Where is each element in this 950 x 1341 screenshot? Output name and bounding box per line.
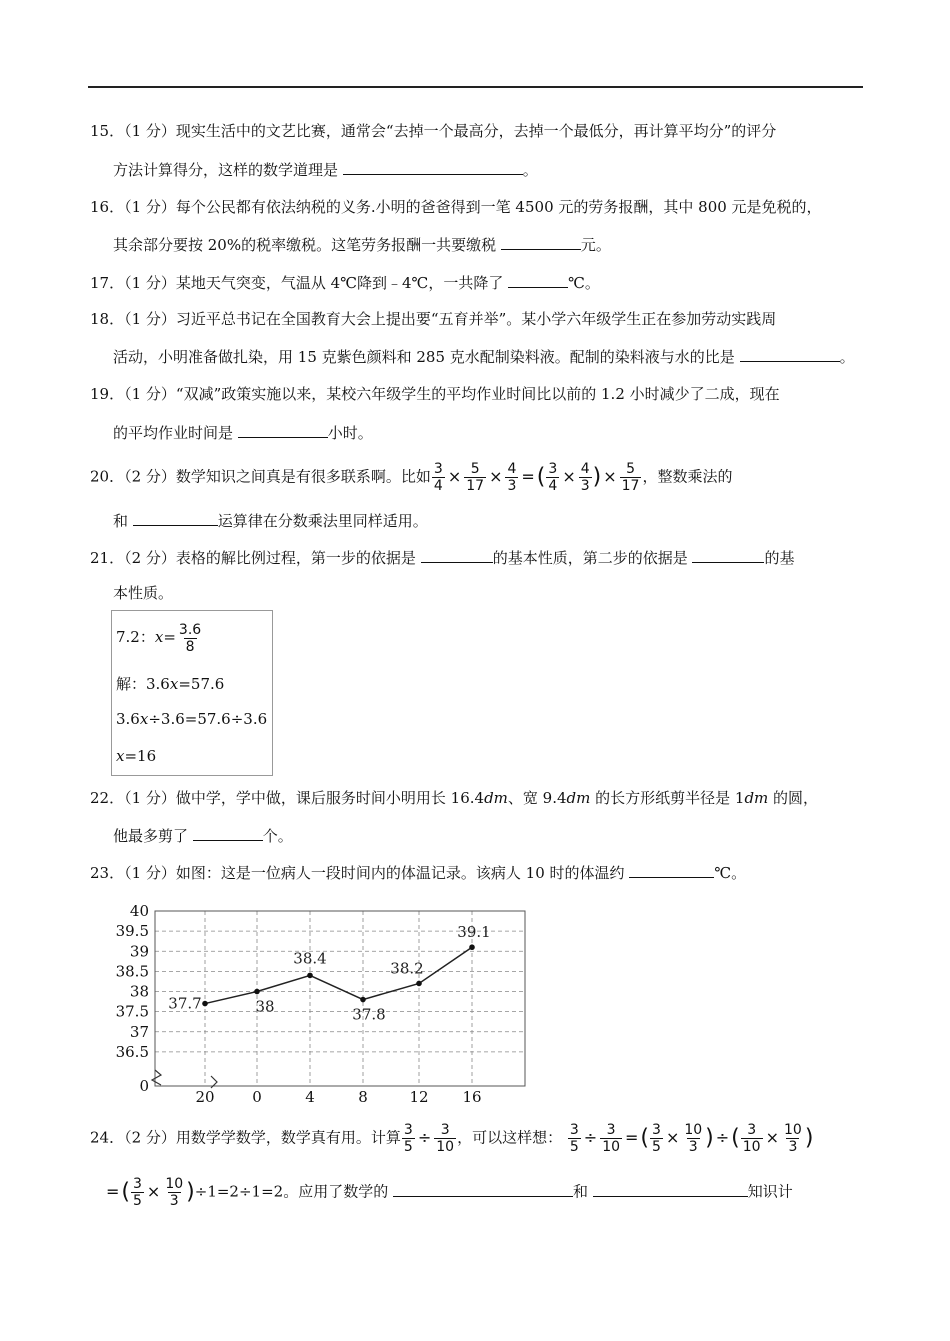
q24-fraction: $\frac{10}{3}$	[165, 1176, 184, 1209]
q24-fraction: $\frac{3}{5}$	[569, 1122, 579, 1155]
q24-line2: =( $\frac{3}{5}$ × $\frac{10}{3}$ )÷1=2÷1=2。应用了数学的 和 知识计	[106, 1176, 793, 1209]
q24-fraction: $\frac{10}{3}$	[784, 1122, 802, 1155]
q24-answer-blank-1[interactable]	[393, 1180, 573, 1197]
q21-line2: 本性质。	[113, 584, 174, 602]
q20-end: 运算律在分数乘法里同样适用。	[217, 512, 428, 530]
q17-answer-blank[interactable]	[508, 271, 568, 288]
data-label: 38.2	[390, 959, 424, 978]
q23-answer-blank[interactable]	[629, 861, 714, 878]
series-line	[205, 947, 472, 1003]
q21-line1	[90, 546, 795, 569]
q24-mid2: ÷1=2÷1=2。应用了数学的	[194, 1182, 389, 1201]
q21-text-b: 的基本性质，第二步的依据是	[492, 549, 688, 567]
q24-line1: 24．（2 分）用数学学数学，数学真有用。计算 $\frac{3}{5}$ ÷ $\frac{3}{10}$ ，可以这样想： $\frac{3}{5}$ ÷ $\frac{3}{10}$ =( $\frac{3}{5}$ × $\frac{10}{3}$ ) ÷( $\frac{3}{10}$ × $\frac{10}{3}$ )	[90, 1122, 814, 1155]
q20-prefix: 20．（2 分）数学知识之间真是有很多联系啊。比如	[90, 467, 431, 486]
q21-answer-blank-2[interactable]	[692, 546, 764, 563]
q16-answer-blank[interactable]	[501, 233, 581, 250]
q16-end: 元。	[580, 236, 611, 254]
q20-fraction: $\frac{4}{3}$	[580, 461, 590, 494]
header-rule	[88, 86, 863, 88]
solution-row-4: x=16	[116, 747, 157, 765]
q20-fraction: $\frac{3}{4}$	[433, 461, 443, 494]
data-point	[360, 997, 366, 1003]
y-tick-label: 40	[129, 902, 149, 920]
proportion-solution-box	[111, 610, 273, 776]
q19-line2	[113, 421, 373, 444]
q20-suffix: ，整数乘法的	[642, 467, 733, 486]
data-label: 39.1	[457, 923, 491, 942]
solution-fraction: $\frac{3.6}{8}$	[178, 621, 202, 655]
y-tick-label: 36.5	[115, 1042, 149, 1061]
y-tick-label: 0	[139, 1077, 149, 1095]
q16-line2	[113, 233, 611, 256]
data-label: 38.4	[293, 949, 327, 968]
q24-fraction: $\frac{3}{10}$	[602, 1122, 621, 1155]
q20-fraction: $\frac{5}{17}$	[621, 461, 640, 494]
q24-and: 和	[572, 1182, 588, 1201]
q20-fraction: $\frac{4}{3}$	[507, 461, 517, 494]
x-tick-label: 12	[409, 1088, 429, 1105]
q23-line	[90, 861, 746, 884]
x-tick-label: 16	[462, 1088, 482, 1105]
x-tick-label: 8	[358, 1088, 368, 1105]
q18-answer-blank[interactable]	[740, 345, 840, 362]
data-label: 37.8	[352, 1005, 386, 1024]
q21-text-c: 的基	[764, 549, 795, 567]
q24-fraction: $\frac{3}{5}$	[652, 1122, 661, 1155]
q22-end: 个。	[262, 827, 293, 845]
solution-row-1: 7.2：x= $\frac{3.6}{8}$	[116, 621, 202, 655]
q20-fraction: $\frac{3}{4}$	[548, 461, 558, 494]
q24-fraction: $\frac{3}{10}$	[742, 1122, 761, 1155]
q15-end: 。	[522, 161, 538, 179]
q24-tail: 知识计	[747, 1182, 793, 1201]
x-tick-label: 0	[252, 1088, 262, 1105]
q20-fraction: $\frac{5}{17}$	[466, 461, 485, 494]
q18-line2	[113, 345, 855, 368]
q15-text: 方法计算得分，这样的数学道理是	[113, 161, 339, 179]
y-tick-label: 39	[129, 942, 149, 961]
y-tick-label: 38	[129, 982, 149, 1001]
q22-text: 他最多剪了	[113, 827, 189, 845]
solution-row-2: 解：3.6x=57.6	[116, 675, 225, 693]
y-tick-label: 39.5	[115, 922, 149, 941]
data-label: 37.7	[168, 994, 202, 1013]
q21-text-a: 21．（2 分）表格的解比例过程，第一步的依据是	[90, 549, 416, 567]
q23-end: ℃。	[714, 864, 747, 882]
q17-end: ℃。	[568, 274, 600, 292]
q18-text: 活动，小明准备做扎染，用 15 克紫色颜料和 285 克水配制染料液。配制的染料液与水的比是	[113, 348, 735, 366]
q24-fraction: $\frac{10}{3}$	[684, 1122, 703, 1155]
q20-text: 和	[113, 512, 129, 530]
q21-answer-blank-1[interactable]	[421, 546, 493, 563]
data-point	[254, 989, 260, 995]
q22-answer-blank[interactable]	[193, 824, 263, 841]
q24-answer-blank-2[interactable]	[593, 1180, 748, 1197]
y-tick-label: 37.5	[115, 1002, 149, 1021]
data-point	[202, 1001, 208, 1007]
q20-line2	[113, 509, 428, 532]
temperature-line-chart	[105, 900, 535, 1105]
data-label: 38	[255, 997, 275, 1016]
x-tick-label: 4	[305, 1088, 315, 1105]
q23-text: 23．（1 分）如图：这是一位病人一段时间内的体温记录。该病人 10 时的体温约	[90, 864, 625, 882]
q18-line1: 18．（1 分）习近平总书记在全国教育大会上提出要“五育并举”。某小学六年级学生正在参加劳动实践周	[90, 310, 777, 328]
data-point	[416, 981, 422, 987]
q18-end: 。	[839, 348, 855, 366]
q24-mid: ，可以这样想：	[457, 1128, 563, 1147]
q16-text: 其余部分要按 20%的税率缴税。这笔劳务报酬一共要缴税	[113, 236, 497, 254]
x-tick-label: 20	[195, 1088, 215, 1105]
q19-line1: 19．（1 分）“双减”政策实施以来，某校六年级学生的平均作业时间比以前的 1.2 小时减少了二成，现在	[90, 385, 780, 403]
axis-break-icon	[152, 1070, 161, 1085]
q15-answer-blank[interactable]	[343, 158, 523, 175]
chart-labels	[116, 902, 491, 1105]
q20-line1: 20．（2 分）数学知识之间真是有很多联系啊。比如 $\frac{3}{4}$ × $\frac{5}{17}$ × $\frac{4}{3}$ =( $\frac{3}{4}$ × $\frac{4}{3}$ ) × $\frac{5}{17}$ ，整数乘法的	[90, 461, 733, 494]
q22-line1: 22．（1 分）做中学，学中做，课后服务时间小明用长 16.4dm、宽 9.4dm 的长方形纸剪半径是 1dm 的圆，	[90, 789, 819, 807]
q22-line2	[113, 824, 293, 847]
q24-prefix: 24．（2 分）用数学学数学，数学真有用。计算	[90, 1128, 401, 1147]
chart-series	[202, 944, 475, 1006]
q24-fraction: $\frac{3}{5}$	[403, 1122, 413, 1155]
q16-line1: 16．（1 分）每个公民都有依法纳税的义务.小明的爸爸得到一笔 4500 元的劳务报酬，其中 800 元是免税的，	[90, 198, 822, 216]
data-point	[307, 973, 313, 979]
q15-line2	[113, 158, 538, 181]
q19-text: 的平均作业时间是	[113, 424, 234, 442]
q19-end: 小时。	[327, 424, 373, 442]
solution-row-3: 3.6x÷3.6=57.6÷3.6	[116, 710, 268, 728]
y-tick-label: 38.5	[115, 962, 149, 981]
q24-fraction: $\frac{3}{5}$	[133, 1176, 142, 1209]
y-tick-label: 37	[129, 1022, 149, 1041]
q15-line1: 15．（1 分）现实生活中的文艺比赛，通常会“去掉一个最高分，去掉一个最低分，再计算平均分”的评分	[90, 122, 777, 140]
q19-answer-blank[interactable]	[238, 421, 328, 438]
q24-fraction: $\frac{3}{10}$	[436, 1122, 455, 1155]
data-point	[469, 944, 475, 950]
q17-text: 17．（1 分）某地天气突变，气温从 4℃降到﹣4℃，一共降了	[90, 274, 504, 292]
q20-answer-blank[interactable]	[133, 509, 218, 526]
q17-line	[90, 271, 600, 294]
